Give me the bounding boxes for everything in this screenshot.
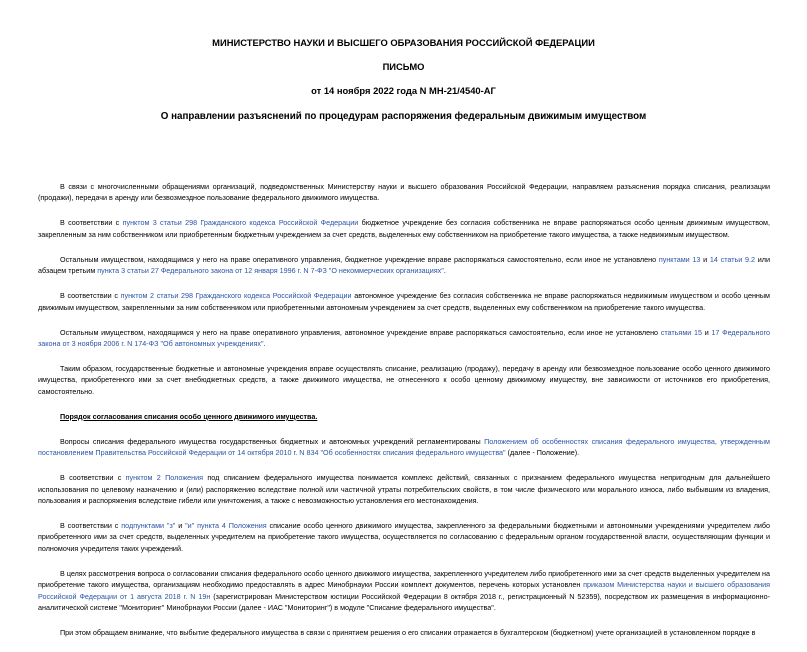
- legal-reference-link[interactable]: пунктом 2 статьи 298 Гражданского кодекса Российской Федерации: [120, 291, 352, 301]
- document-body: [38, 181, 770, 652]
- paragraph: [38, 181, 770, 204]
- paragraph: [38, 472, 770, 506]
- paragraph-text: В связи с многочисленными обращениями организаций, подведомственных Министерству науки и высшего образования Российской Федерации, направляем разъяснения порядка списания, реализации (продажи), передачи в аренду или безвозмездное пользование федерального движимого имущества.: [38, 182, 770, 203]
- paragraph-text: .: [443, 266, 446, 276]
- paragraph: [38, 290, 770, 313]
- paragraph-text: под списанием федерального имущества понимается комплекс действий, связанных с признанием федерального имущества непригодным для дальнейшего использования по целевому назначению и (или) распоряжению вследствие полной или частичной утраты потребительских свойств, в том числе физического или морального износа, либо выбывшим из владения, пользования и распоряжения вследствие гибели или уничтожения, а также с невозможностью установления его местонахождения.: [38, 473, 770, 506]
- legal-reference-link[interactable]: пункта 3 статьи 27 Федерального закона от 12 января 1996 г. N 7-ФЗ "О некоммерческих организациях": [97, 266, 444, 276]
- paragraph: [38, 627, 770, 638]
- paragraph-text: Вопросы списания федерального имущества государственных бюджетных и автономных учреждений регламентированы: [60, 436, 485, 446]
- paragraph-text: В соответствии с: [60, 521, 122, 531]
- document-subject: О направлении разъяснений по процедурам распоряжения федеральным движимым имуществом: [160, 111, 647, 122]
- paragraph-text: Остальным имуществом, находящимся у него на праве оперативного управления, бюджетное учреждение вправе распоряжаться самостоятельно, если иное не установлено: [60, 254, 659, 264]
- paragraph-text: и: [175, 521, 186, 531]
- legal-reference-link[interactable]: 17 Федерального закона от 3 ноября 2006 г. N 174-ФЗ "Об автономных учреждениях": [38, 327, 770, 349]
- paragraph-text: .: [263, 339, 266, 349]
- paragraph: [38, 217, 770, 240]
- legal-reference-link[interactable]: "и" пункта 4 Положения: [185, 521, 267, 531]
- legal-reference-link[interactable]: 14 статьи 9.2: [709, 254, 756, 264]
- paragraph-text: В соответствии с: [60, 218, 123, 228]
- paragraph: [38, 568, 770, 614]
- legal-reference-link[interactable]: пунктом 3 статьи 298 Гражданского кодекса Российской Федерации: [122, 218, 359, 228]
- document-date-number: от 14 ноября 2022 года N МН-21/4540-АГ: [311, 85, 496, 96]
- legal-reference-link[interactable]: приказом Министерства науки и высшего образования Российской Федерации от 1 августа 2018 г. N 19н: [38, 580, 770, 601]
- paragraph-text: В соответствии с: [60, 473, 126, 483]
- paragraph: [38, 520, 770, 554]
- section-heading: [38, 411, 770, 422]
- paragraph-text: (зарегистрирован Министерством юстиции Российской Федерации 8 октября 2018 г., регистрационный N 52359), посредством их размещения в информационно-аналитической системе "Мониторинг" Минобрнауки России (далее - ИАС "Мониторинг") в модуле "Списание федерального имущества".: [38, 591, 770, 613]
- paragraph: [38, 327, 770, 350]
- legal-reference-link[interactable]: статьями 15: [660, 327, 702, 337]
- paragraph-text: списание особо ценного движимого имущества, закрепленного за федеральными бюджетными и автономными учреждениями учредителем либо приобретенного ими за счет средств, выделенных учредителем на приобретение такого имущества, осуществляется по согласованию с федеральным органом государственной власти, осуществляющим функции и полномочия учредителя таких учреждений.: [38, 521, 771, 553]
- paragraph-text: При этом обращаем внимание, что выбытие федерального имущества в связи с принятием решения о его списании отражается в бухгалтерском (бюджетном) учете организацией в установленном порядке в: [60, 628, 756, 638]
- paragraph: [38, 363, 770, 397]
- paragraph-text: и: [701, 327, 712, 337]
- paragraph-text: В целях рассмотрения вопроса о согласовании списания федерального особо ценного движимого имущества, закрепленного учредителем либо приобретенного ими за счет средств выделенных учредителем на приобретение такого имущества, организациям необходимо предоставлять в адрес Минобрнауки России комплект документов, перечень которых установлен: [38, 568, 770, 590]
- paragraph-text: автономное учреждение без согласия собственника не вправе распоряжаться недвижимым имуществом и особо ценным движимым имуществом, закрепленными за ним собственником или приобретенными автономным учреждением за счет средств, выделенных ему собственником на приобретение такого имущества.: [38, 291, 770, 312]
- paragraph-text: и: [700, 254, 710, 264]
- paragraph: [38, 254, 770, 277]
- paragraph-text: Порядок согласования списания особо ценного движимого имущества.: [60, 411, 318, 421]
- paragraph: [38, 436, 770, 459]
- legal-reference-link[interactable]: Положением об особенностях списания федерального имущества, утвержденным постановлением Правительства Российской Федерации от 14 октября 2010 г. N 834 "Об особенностях списания федерального имущества": [38, 436, 771, 458]
- paragraph-text: (далее - Положение).: [505, 448, 580, 458]
- document-page: [0, 37, 807, 638]
- paragraph-text: Таким образом, государственные бюджетные и автономные учреждения вправе осуществлять списание, реализацию (продажу), передачу в аренду или безвозмездное пользование особо ценного движимого имущества, приобретенного ими за счет внебюджетных средств, а также движимого имущества, не отнесенного к особо ценному движимому имуществу, вне зависимости от источников его приобретения, самостоятельно.: [38, 364, 770, 396]
- legal-reference-link[interactable]: пунктами 13: [658, 254, 701, 264]
- ministry-title: МИНИСТЕРСТВО НАУКИ И ВЫСШЕГО ОБРАЗОВАНИЯ РОССИЙСКОЙ ФЕДЕРАЦИИ: [212, 37, 595, 48]
- paragraph-text: или абзацем третьим: [38, 254, 770, 276]
- paragraph-text: В соответствии с: [60, 291, 121, 301]
- paragraph-text: бюджетное учреждение без согласия собственника не вправе распоряжаться особо ценным движимым имуществом, закрепленным за ним собственником или приобретенным бюджетным учреждением за счет средств, выделенных ему собственником на приобретение такого имущества, а также недвижимым имуществом.: [38, 218, 770, 239]
- legal-reference-link[interactable]: пунктом 2 Положения: [125, 473, 204, 483]
- paragraph-text: Остальным имуществом, находящимся у него на праве оперативного управления, автономное учреждение вправе распоряжаться самостоятельно, если иное не установлено: [60, 327, 661, 337]
- document-type: ПИСЬМО: [382, 61, 425, 72]
- legal-reference-link[interactable]: подпунктами "з": [121, 521, 176, 531]
